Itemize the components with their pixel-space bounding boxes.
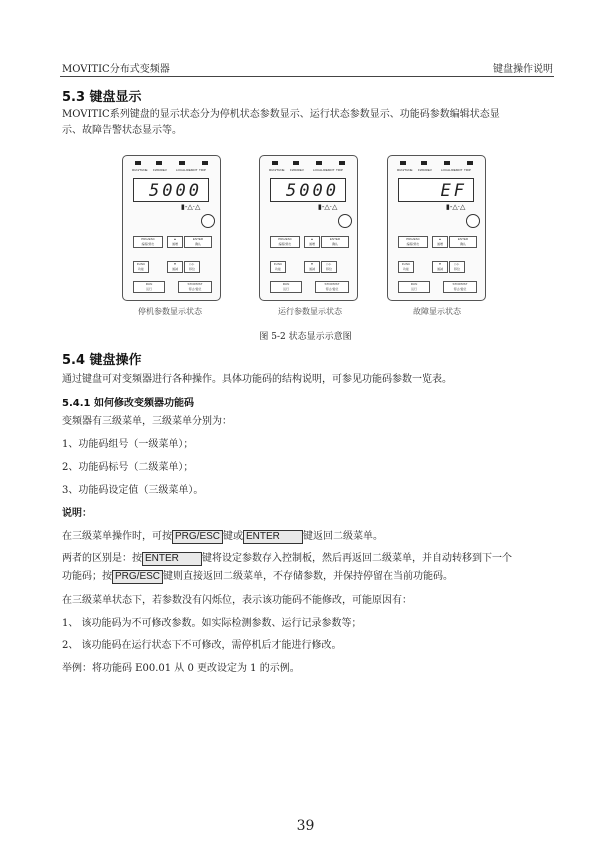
- segment-display: [398, 178, 474, 202]
- func-button-sublabel: 功能: [274, 267, 281, 271]
- status-led-label: LOCAL/REMOT: [176, 168, 198, 172]
- down-button-label: ▼: [438, 262, 442, 266]
- note-3-text-a: 功能码；按: [62, 571, 112, 582]
- shift-button-sublabel: 移位: [453, 267, 460, 271]
- menu-item-2: 2、功能码标号（二级菜单）；: [62, 462, 194, 473]
- enter-key-label-2: ENTER: [142, 552, 202, 566]
- section-title-5-4: 5.4 键盘操作: [62, 353, 142, 368]
- down-button-sublabel: 递减: [171, 267, 178, 271]
- enter-button-sublabel: 确认: [194, 242, 201, 246]
- up-button-sublabel: 递增: [171, 242, 178, 246]
- segment-display-value: EF: [440, 181, 467, 201]
- status-led: [135, 161, 141, 165]
- run-button-sublabel: 运行: [145, 287, 152, 291]
- run-button-label: RUN: [410, 282, 418, 286]
- subsection-title-5-4-1: 5.4.1 如何修改变频器功能码: [62, 398, 194, 409]
- enter-button[interactable]: [184, 236, 212, 248]
- status-led: [339, 161, 345, 165]
- status-led: [202, 161, 208, 165]
- func-button-sublabel: 功能: [137, 267, 144, 271]
- keypad-caption: 停机参数显示状态: [138, 307, 202, 316]
- status-led: [179, 161, 185, 165]
- run-button-label: RUN: [282, 282, 290, 286]
- enter-button[interactable]: [321, 236, 349, 248]
- prg-esc-key-label-2: PRG/ESC: [112, 570, 163, 584]
- note-1-text-c: 键返回二级菜单。: [303, 531, 384, 542]
- stop-reset-button-label: STOP/RST: [452, 282, 468, 286]
- down-button[interactable]: [167, 261, 183, 273]
- dial-knob-icon[interactable]: [201, 214, 215, 228]
- stop-reset-button[interactable]: [178, 281, 212, 293]
- stop-reset-button[interactable]: [315, 281, 349, 293]
- shift-button-sublabel: 移位: [325, 267, 332, 271]
- menu-item-3: 3、功能码设定值（三级菜单）。: [62, 485, 204, 496]
- unit-indicator-icons: ▮-△·△: [181, 203, 201, 211]
- enter-button-sublabel: 确认: [331, 242, 338, 246]
- note-label: 说明：: [62, 508, 92, 519]
- menus-intro: 变频器有三级菜单，三级菜单分别为：: [62, 416, 232, 427]
- down-button-label: ▼: [310, 262, 314, 266]
- segment-display: [133, 178, 209, 202]
- prg-esc-button-label: PRG/ESC: [406, 237, 420, 241]
- keypad-caption: 故障显示状态: [413, 307, 461, 316]
- keypad-panel: [387, 155, 486, 301]
- up-button[interactable]: [304, 236, 320, 248]
- segment-display-value: 5000: [286, 181, 339, 201]
- shift-button-sublabel: 移位: [188, 267, 195, 271]
- prg-esc-button-label: PRG/ESC: [141, 237, 155, 241]
- menu-item-1: 1、功能码组号（一级菜单）；: [62, 439, 194, 450]
- enter-button-label: ENTER: [457, 237, 469, 241]
- keypad-panel: [122, 155, 221, 301]
- down-button[interactable]: [304, 261, 320, 273]
- stop-reset-button-sublabel: 停止/复位: [453, 287, 467, 291]
- prg-esc-button-sublabel: 编程/退出: [406, 242, 420, 246]
- func-button-label: FUNC: [273, 262, 283, 266]
- up-button-label: ▲: [173, 237, 177, 241]
- status-led-label: RUN/TUNE: [132, 168, 148, 172]
- prg-esc-button[interactable]: [133, 236, 163, 248]
- enter-button-sublabel: 确认: [459, 242, 466, 246]
- status-led: [467, 161, 473, 165]
- section-5-4-intro: 通过键盘可对变频器进行各种操作。具体功能码的结构说明，可参见功能码参数一览表。: [62, 374, 452, 385]
- led-row: [129, 161, 214, 177]
- shift-button-label: ▷▷: [326, 262, 332, 266]
- status-led: [400, 161, 406, 165]
- page-number: 39: [296, 818, 315, 834]
- status-led: [444, 161, 450, 165]
- status-led-label: RUN/TUNE: [269, 168, 285, 172]
- reason-2: 2、 该功能码在运行状态下不可修改，需停机后才能进行修改。: [62, 640, 342, 651]
- func-button[interactable]: [270, 261, 286, 273]
- section-5-3-line-2: 示、故障告警状态显示等。: [62, 125, 182, 136]
- figure-caption: 图 5-2 状态显示示意图: [259, 332, 352, 342]
- shift-button[interactable]: [184, 261, 200, 273]
- prg-esc-button[interactable]: [398, 236, 428, 248]
- run-button[interactable]: [398, 281, 430, 293]
- down-button-sublabel: 递减: [308, 267, 315, 271]
- shift-button[interactable]: [449, 261, 465, 273]
- header-section: 键盘操作说明: [493, 64, 553, 75]
- reason-1: 1、 该功能码为不可修改参数。如实际检测参数、运行记录参数等；: [62, 618, 362, 629]
- func-button-sublabel: 功能: [402, 267, 409, 271]
- status-led-label: TRIP: [199, 168, 206, 172]
- section-title-5-3: 5.3 键盘显示: [62, 90, 142, 105]
- prg-esc-button-sublabel: 编程/退出: [141, 242, 155, 246]
- up-button-sublabel: 递增: [308, 242, 315, 246]
- up-button-sublabel: 递增: [436, 242, 443, 246]
- note-1-text-b: 键或: [223, 531, 244, 542]
- shift-button-label: ▷▷: [189, 262, 195, 266]
- status-led: [272, 161, 278, 165]
- header-title: MOVITIC分布式变频器: [62, 64, 170, 75]
- run-button-sublabel: 运行: [282, 287, 289, 291]
- example-text: 举例：将功能码 E00.01 从 0 更改设定为 1 的示例。: [62, 663, 300, 674]
- down-button-label: ▼: [173, 262, 177, 266]
- note-2-text-a: 两者的区别是：按: [62, 553, 142, 564]
- enter-key-label: ENTER: [243, 530, 303, 544]
- note-2-text-b: 键将设定参数存入控制板，然后再返回二级菜单，并自动转移到下一个: [202, 553, 512, 564]
- prg-esc-button[interactable]: [270, 236, 300, 248]
- note-line-1: [62, 529, 383, 545]
- status-led: [156, 161, 162, 165]
- down-button[interactable]: [432, 261, 448, 273]
- note-1-text-a: 在三级菜单操作时，可按: [62, 531, 172, 542]
- keypad-panel: [259, 155, 358, 301]
- section-5-3-line-1: MOVITIC系列键盘的显示状态分为停机状态参数显示、运行状态参数显示、功能码参数编辑状态显: [62, 109, 500, 120]
- keypad-caption: 运行参数显示状态: [278, 307, 342, 316]
- up-button[interactable]: [432, 236, 448, 248]
- status-led: [293, 161, 299, 165]
- down-button-sublabel: 递减: [436, 267, 443, 271]
- up-button-label: ▲: [438, 237, 442, 241]
- dial-knob-icon[interactable]: [338, 214, 352, 228]
- func-button[interactable]: [133, 261, 149, 273]
- note-3-text-b: 键则直接返回二级菜单，不存储参数，并保持停留在当前功能码。: [163, 571, 454, 582]
- func-button-label: FUNC: [401, 262, 411, 266]
- segment-display: [270, 178, 346, 202]
- enter-button-label: ENTER: [329, 237, 341, 241]
- unit-indicator-icons: ▮-△·△: [446, 203, 466, 211]
- status-led: [421, 161, 427, 165]
- header-divider: [60, 76, 554, 77]
- enter-button-label: ENTER: [192, 237, 204, 241]
- status-led-label: TRIP: [336, 168, 343, 172]
- blink-intro: 在三级菜单状态下，若参数没有闪烁位，表示该功能码不能修改，可能原因有：: [62, 595, 412, 606]
- stop-reset-button-label: STOP/RST: [187, 282, 203, 286]
- enter-button[interactable]: [449, 236, 477, 248]
- prg-esc-button-sublabel: 编程/退出: [278, 242, 292, 246]
- func-button[interactable]: [398, 261, 414, 273]
- run-button-sublabel: 运行: [410, 287, 417, 291]
- run-button[interactable]: [133, 281, 165, 293]
- prg-esc-key-label: PRG/ESC: [172, 530, 223, 544]
- led-row: [394, 161, 479, 177]
- unit-indicator-icons: ▮-△·△: [318, 203, 338, 211]
- stop-reset-button-label: STOP/RST: [324, 282, 340, 286]
- stop-reset-button-sublabel: 停止/复位: [188, 287, 202, 291]
- stop-reset-button[interactable]: [443, 281, 477, 293]
- run-button-label: RUN: [145, 282, 153, 286]
- func-button-label: FUNC: [136, 262, 146, 266]
- dial-knob-icon[interactable]: [466, 214, 480, 228]
- status-led-label: LOCAL/REMOT: [313, 168, 335, 172]
- up-button-label: ▲: [310, 237, 314, 241]
- up-button[interactable]: [167, 236, 183, 248]
- status-led: [316, 161, 322, 165]
- shift-button-label: ▷▷: [454, 262, 460, 266]
- note-line-2: [62, 551, 512, 567]
- segment-display-value: 5000: [149, 181, 202, 201]
- stop-reset-button-sublabel: 停止/复位: [325, 287, 339, 291]
- status-led-label: FWD/REV: [418, 168, 432, 172]
- note-line-3: [62, 569, 453, 585]
- led-row: [266, 161, 351, 177]
- prg-esc-button-label: PRG/ESC: [278, 237, 292, 241]
- status-led-label: FWD/REV: [290, 168, 304, 172]
- status-led-label: LOCAL/REMOT: [441, 168, 463, 172]
- run-button[interactable]: [270, 281, 302, 293]
- status-led-label: TRIP: [464, 168, 471, 172]
- status-led-label: RUN/TUNE: [397, 168, 413, 172]
- shift-button[interactable]: [321, 261, 337, 273]
- status-led-label: FWD/REV: [153, 168, 167, 172]
